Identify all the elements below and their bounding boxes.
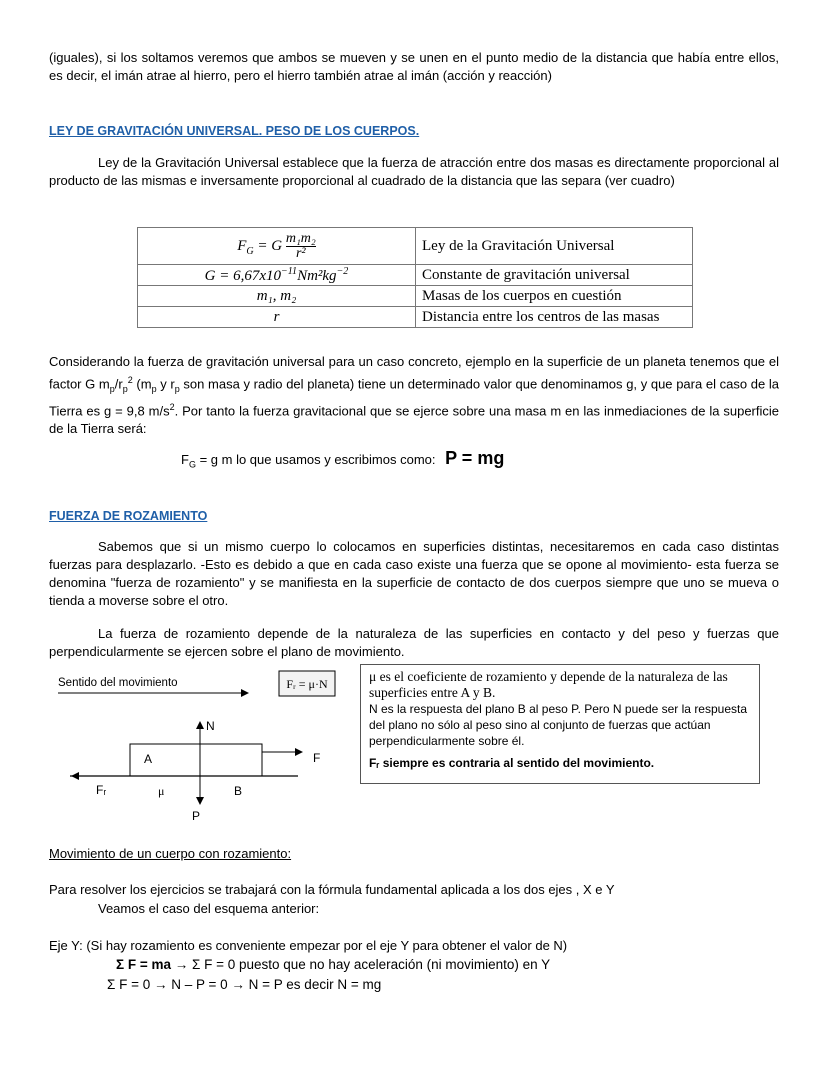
table-row (138, 228, 693, 265)
paragraph-rozamiento-2: La fuerza de rozamiento depende de la naturaleza de las superficies en contacto y del peso y fuerzas que perpendicularmente se ejercen sobre el plano de movimiento. (49, 626, 779, 659)
table-label: Ley de la Gravitación Universal (416, 228, 693, 265)
info-mu: μ es el coeficiente de rozamiento y depende de la naturaleza de las superficies entre A y B. (369, 669, 728, 700)
label-n: N (206, 719, 215, 733)
equation-bold: Σ F = ma → (116, 957, 189, 972)
formula-fraction (286, 232, 316, 261)
heading-rozamiento: FUERZA DE ROZAMIENTO (49, 509, 208, 523)
text-part: son masa y radio del planeta) tiene un determinado valor que denominamos g, y que para el caso de la Tierra es g = 9,8 m/s (49, 376, 779, 419)
sentido-label: Sentido del movimiento (58, 677, 178, 689)
table-row (138, 286, 693, 307)
label-a: A (144, 752, 153, 766)
text-part: /r (114, 376, 123, 392)
fr-formula: Fᵣ = μ·N (286, 677, 328, 691)
constant-units: Nm²kg (297, 267, 337, 284)
equation-line-2: Σ F = 0 → N – P = 0 → N = P es decir N = mg (107, 977, 382, 992)
formula-symbol: F (237, 237, 247, 254)
paragraph-considerando (49, 353, 779, 438)
paragraph-resolver-1: Para resolver los ejercicios se trabajará con la fórmula fundamental aplicada a los dos ejes , X e Y (49, 882, 615, 897)
fg-sub: G (188, 459, 196, 470)
formula-text: = g m lo que usamos y escribimos como: (199, 452, 436, 467)
paragraph-gravitacion: Ley de la Gravitación Universal establece que la fuerza de atracción entre dos masas es directamente proporcional al producto de las mismas e inversamente proporcional al cuadrado de la distancia que las separa (ver cuadro) (49, 155, 779, 188)
sub-p: p (109, 383, 115, 394)
paragraph-rozamiento-1: Sabemos que si un mismo cuerpo lo colocamos en superficies distintas, necesitaremos en cada caso distintas fuerzas para desplazarlo. -Esto es debido a que en cada caso existe una fuerza que se opone al movimiento- esta fuerza se denomina "fuerza de rozamiento" y se manifiesta en la superficie de contacto de dos cuerpos siempre que uno se mueva o tienda a moverse sobre el otro. (49, 539, 779, 608)
sub-p: p (151, 383, 157, 394)
gravitation-table (137, 227, 693, 328)
table-label: Constante de gravitación universal (416, 265, 693, 286)
sup-2: 2 (127, 375, 133, 385)
sub-p: p (174, 383, 180, 394)
eje-y-text: Eje Y: (Si hay rozamiento es conveniente empezar por el eje Y para obtener el valor de N) (49, 938, 568, 953)
constant-exp: −11 (281, 265, 298, 277)
equation-line-1 (116, 957, 550, 972)
text-part: . Por tanto la fuerza gravitacional que se ejerce sobre una masa m en las inmediaciones de la superficie de la Tierra será: (49, 403, 779, 437)
friction-diagram (40, 664, 360, 834)
sub-p: p (122, 383, 128, 394)
formula-sub: G (246, 245, 254, 257)
heading-gravitacion: LEY DE GRAVITACIÓN UNIVERSAL. PESO DE LOS CUERPOS. (49, 124, 420, 138)
masses-cell: m₁, m₂ (138, 286, 416, 307)
table-label: Masas de los cuerpos en cuestión (416, 286, 693, 307)
friction-diagram-svg (40, 664, 360, 834)
constant-units-exp: −2 (336, 265, 349, 277)
weight-equation: P = mg (445, 448, 505, 468)
text-part: Considerando la fuerza de gravitación universal para un caso concreto, ejemplo en la superficie de un planeta tenemos que el factor G m (49, 354, 779, 392)
sup-2: 2 (169, 401, 175, 412)
paragraph-resolver-2: Veamos el caso del esquema anterior: (98, 901, 320, 916)
label-fr: Fᵣ (96, 783, 107, 797)
constant-value: G = 6,67x10 (204, 267, 282, 284)
intro-paragraph: (iguales), si los soltamos veremos que ambos se mueven y se unen en el punto medio de la distancia que había entre ellos, es decir, el imán atrae al hierro, pero el hierro también atrae al imán (acción y reacción) (49, 50, 779, 83)
constant-cell (138, 265, 416, 286)
distance-cell: r (138, 307, 416, 328)
info-normal: N es la respuesta del plano B al peso P. Pero N puede ser la respuesta del plano no sólo al peso sino al conjunto de fuerzas que actúan perpendicularmente sobre él. (369, 702, 748, 748)
subheading-movimiento: Movimiento de un cuerpo con rozamiento: (49, 846, 292, 861)
label-p: P (192, 809, 201, 823)
text-part: y r (156, 376, 175, 392)
table-row (138, 265, 693, 286)
table-row (138, 307, 693, 328)
info-fr: Fᵣ siempre es contraria al sentido del movimiento. (369, 756, 655, 770)
table-label: Distancia entre los centros de las masas (416, 307, 693, 328)
formula-eq: = G (253, 237, 283, 254)
fg-symbol: F (181, 452, 189, 467)
equation-rest: Σ F = 0 puesto que no hay aceleración (ni movimiento) en Y (188, 957, 551, 972)
formula-denominator: r² (295, 245, 306, 261)
formula-cell (138, 228, 416, 265)
friction-info-box (360, 664, 760, 784)
weight-formula (181, 448, 504, 470)
formula-numerator: m₁m₂ (285, 230, 316, 246)
label-mu: μ (158, 784, 165, 798)
label-b: B (234, 784, 243, 798)
text-part: (m (132, 376, 152, 392)
label-f: F (313, 751, 321, 765)
